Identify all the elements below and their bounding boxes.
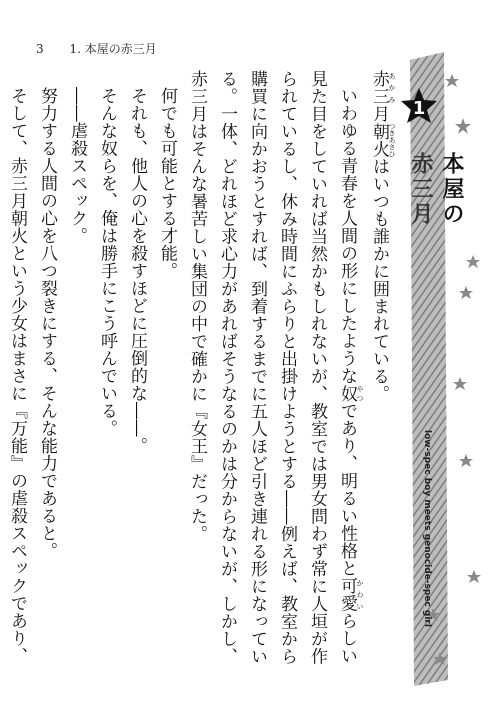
page-number: 3 <box>36 42 44 56</box>
chapter-title-part1: 本屋の <box>439 152 464 227</box>
chapter-title <box>405 152 467 227</box>
paragraph-8: そして、赤三月朝火という少女はまさに『万能』の虐殺スペックであり、 <box>7 87 27 665</box>
running-header <box>36 40 157 57</box>
star-icon <box>459 286 473 299</box>
running-head-title: 1. 本屋の赤三月 <box>69 42 157 56</box>
star-icon <box>445 74 459 87</box>
paragraph-4: それも、他人の心を殺すほどに圧倒的な――。 <box>127 87 147 455</box>
paragraph-6: ――虐殺スペック。 <box>67 87 87 245</box>
star-icon <box>466 255 480 268</box>
star-icon <box>459 454 473 467</box>
ruby-akami: 赤三 あかみ <box>369 70 396 105</box>
ruby-yatsu: 奴 やつ <box>337 384 364 402</box>
star-icon <box>453 377 467 390</box>
paragraph-1: 赤三 あかみ月朝火 つきあさひはいつも誰かに囲まれている。 <box>369 70 396 403</box>
paragraph-3: 何でも可能とする才能。 <box>157 87 177 280</box>
chapter-title-part2: 赤三月 <box>408 152 433 227</box>
star-icon <box>455 118 471 134</box>
star-icon <box>467 570 481 583</box>
chapter-number: 1 <box>412 98 426 119</box>
ruby-tsukiasahi: 朝火 つきあさひ <box>369 122 396 158</box>
ruby-kawai: 可愛 かわい <box>337 577 364 612</box>
paragraph-7: 努力する人間の心を八つ裂きにする、そんな能力であると。 <box>37 87 57 560</box>
main-vertical-text <box>7 70 396 670</box>
paragraph-2: いわゆる青春を人間の形にしたような奴 やつであり、明るい性格と可愛 かわいらしい見た目をしていれば当然かもしれないが、教室では男女問わず常に人垣が作られているし、休み時間にふらりと出掛けようとする――例えば、教室から購買に向かおうとすれば、到着するまでに五人ほど引き連れる形になっている。一体、どれほど求心力があればそうなるのかは分からないが、しかし、赤三月はそんな暑苦しい集団の中で確かに『女王』だった。 <box>187 70 364 665</box>
series-tagline: low-spec boy meets genocide-spec girl <box>422 430 432 627</box>
paragraph-5: そんな奴らを、俺は勝手にこう呼んでいる。 <box>97 87 117 437</box>
